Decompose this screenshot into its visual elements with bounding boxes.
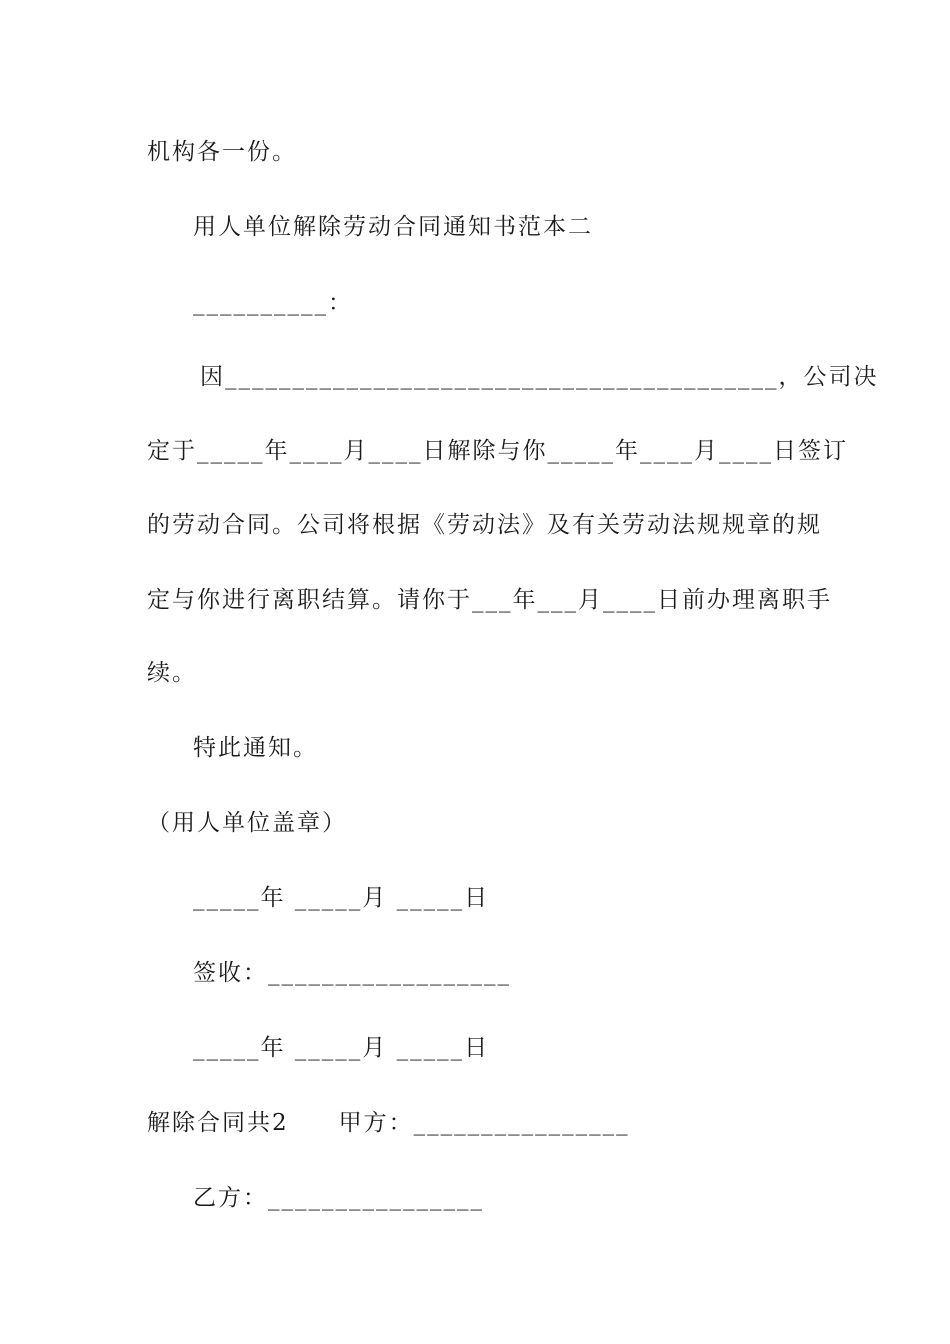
company-seal-label: （用人单位盖章） bbox=[147, 810, 347, 836]
date-blank-2: _____年 _____月 _____日 bbox=[193, 1035, 490, 1061]
date-blank-1: _____年 _____月 _____日 bbox=[193, 885, 490, 911]
addressee-blank: __________： bbox=[193, 290, 353, 316]
receipt-signature-line: 签收：__________________ bbox=[193, 960, 511, 986]
notice-closing: 特此通知。 bbox=[193, 735, 318, 761]
text-line-continuation: 机构各一份。 bbox=[147, 139, 297, 165]
body-text-line-4: 定与你进行离职结算。请你于___年___月____日前办理离职手 bbox=[147, 587, 832, 613]
section-title: 用人单位解除劳动合同通知书范本二 bbox=[193, 214, 593, 240]
party-a-line: 解除合同共2 甲方：________________ bbox=[147, 1110, 630, 1136]
body-text-line-3: 的劳动合同。公司将根据《劳动法》及有关劳动法规规章的规 bbox=[147, 512, 822, 538]
party-b-line: 乙方：________________ bbox=[193, 1185, 484, 1211]
body-text-line-1: 因_________________________________________，公司决 bbox=[200, 364, 879, 390]
body-text-line-5: 续。 bbox=[147, 660, 197, 686]
body-text-line-2: 定于_____年____月____日解除与你_____年____月____日签订 bbox=[147, 438, 848, 464]
